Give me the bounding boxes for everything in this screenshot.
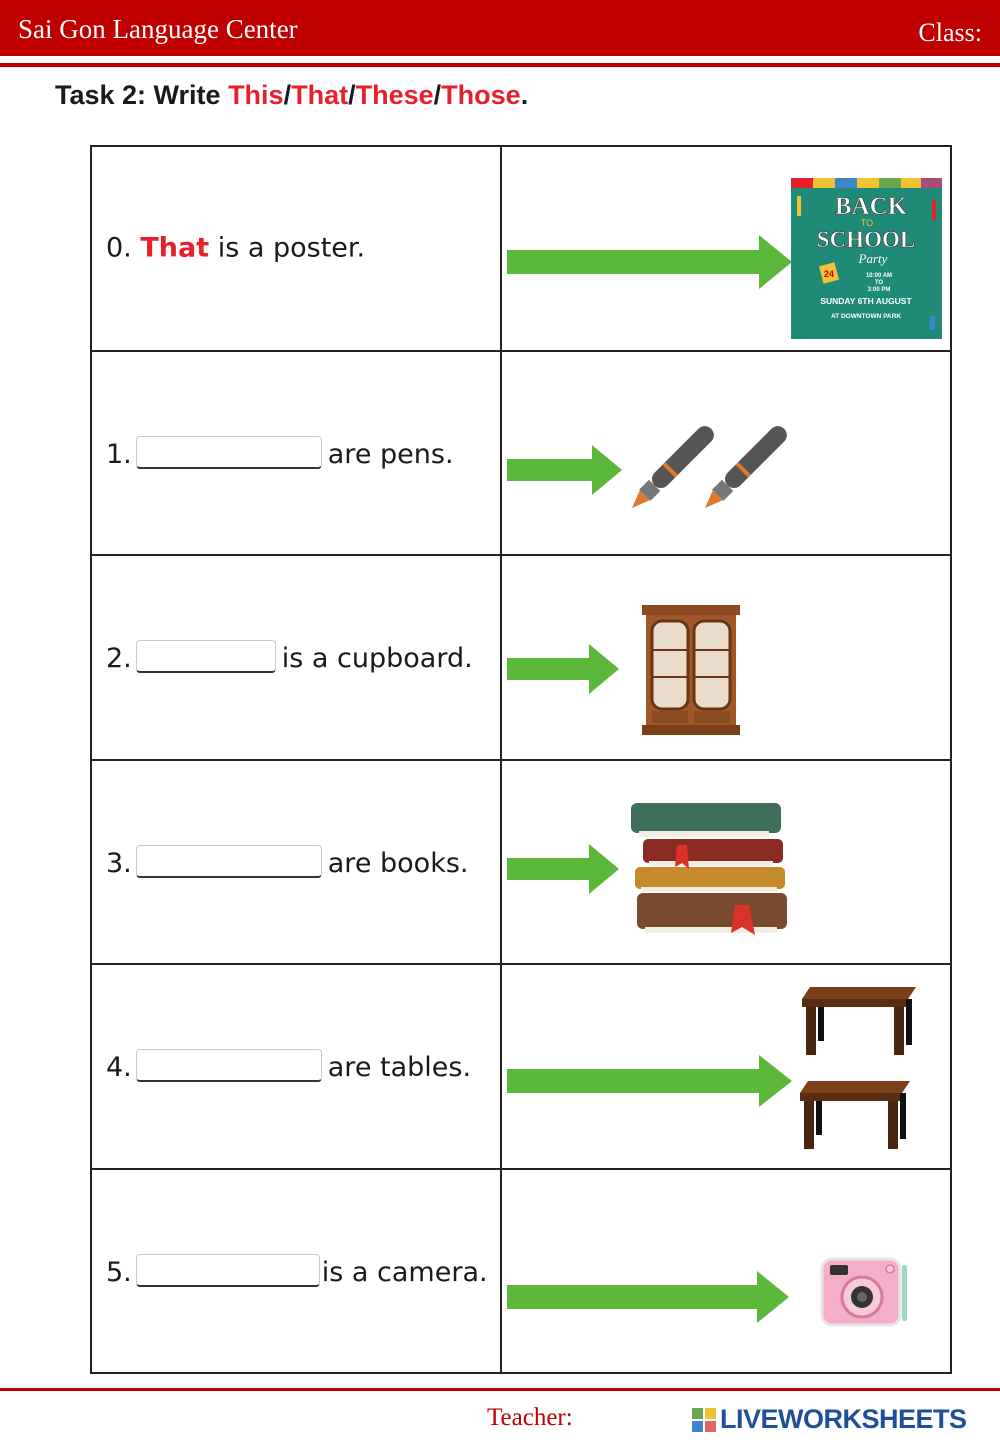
poster-back: BACK: [834, 193, 908, 220]
poster-time-to: TO: [874, 280, 884, 286]
poster-to: TO: [860, 218, 874, 228]
answer-field-1[interactable]: [136, 436, 322, 469]
table-row: [91, 760, 951, 965]
poster-school: SCHOOL: [816, 227, 916, 252]
word-these: These: [355, 80, 434, 110]
poster-time-start: 10:00 AM: [865, 273, 893, 279]
poster-art: [791, 178, 942, 339]
sentence-4: [106, 1049, 471, 1083]
back-to-school-poster-picture: [791, 178, 942, 339]
sentence-cell: [91, 964, 501, 1169]
header-divider: [0, 63, 1000, 67]
sentence-0: [106, 233, 365, 264]
poster-date: SUNDAY 6TH AUGUST: [820, 296, 912, 306]
task-period: .: [520, 80, 529, 110]
teacher-label: Teacher:: [487, 1404, 573, 1431]
table-row: [91, 555, 951, 760]
sentence-rest: are pens.: [327, 438, 454, 470]
word-those: Those: [441, 80, 521, 110]
arrow-right-icon: [507, 1055, 792, 1107]
item-number: 2.: [106, 643, 132, 675]
slash: /: [283, 80, 292, 110]
sentence-cell: [91, 760, 501, 965]
two-fountain-pens-picture: [622, 418, 797, 518]
poster-badge: 24: [823, 269, 835, 279]
word-that: That: [291, 80, 349, 110]
poster-place: AT DOWNTOWN PARK: [830, 313, 902, 320]
arrow-right-icon: [507, 445, 622, 495]
slash: /: [433, 80, 442, 110]
table-row: [91, 964, 951, 1169]
arrow-right-icon: [507, 644, 619, 694]
sentence-rest: are books.: [327, 847, 469, 879]
picture-cell: [501, 1169, 951, 1374]
pink-instant-camera-picture: [820, 1255, 910, 1329]
stack-of-books-picture: [627, 797, 792, 942]
arrow-right-icon: [507, 844, 619, 894]
sentence-3: [106, 845, 468, 879]
footer-divider: [0, 1388, 1000, 1391]
sentence-cell: [91, 146, 501, 351]
class-label: Class:: [918, 18, 982, 47]
task-title: [55, 80, 528, 111]
poster-time-end: 3:00 PM: [867, 287, 891, 293]
exercise-table: [90, 145, 952, 1374]
item-number: 0.: [106, 232, 132, 264]
item-number: 4.: [106, 1052, 132, 1084]
table-row: [91, 351, 951, 556]
liveworksheets-logo-icon: [692, 1408, 716, 1432]
picture-cell: [501, 760, 951, 965]
picture-cell: [501, 351, 951, 556]
page-header: [0, 0, 1000, 56]
answer-field-5[interactable]: [136, 1254, 320, 1287]
center-name: Sai Gon Language Center: [18, 14, 298, 44]
slash: /: [348, 80, 356, 110]
sentence-2: [106, 640, 473, 674]
task-prefix: Task 2: Write: [55, 80, 229, 110]
picture-cell: [501, 964, 951, 1169]
sentence-1: [106, 436, 454, 470]
table-row: [91, 146, 951, 351]
sentence-cell: [91, 351, 501, 556]
answer-field-3[interactable]: [136, 845, 322, 878]
item-number: 5.: [106, 1256, 132, 1288]
sentence-5: [106, 1254, 488, 1288]
item-number: 1.: [106, 438, 132, 470]
picture-cell: [501, 555, 951, 760]
two-tables-picture: [798, 987, 918, 1155]
sentence-rest: are tables.: [327, 1052, 472, 1084]
sentence-rest: is a poster.: [209, 232, 366, 264]
word-this: This: [228, 80, 284, 110]
poster-party: Party: [858, 251, 888, 266]
sentence-cell: [91, 1169, 501, 1374]
wooden-cupboard-picture: [640, 605, 742, 738]
arrow-right-icon: [507, 235, 792, 289]
sentence-rest: is a camera.: [321, 1256, 488, 1288]
sentence-cell: [91, 555, 501, 760]
table-row: [91, 1169, 951, 1374]
item-number: 3.: [106, 847, 132, 879]
sentence-rest: is a cupboard.: [281, 643, 473, 675]
picture-cell: [501, 146, 951, 351]
arrow-right-icon: [507, 1271, 789, 1323]
liveworksheets-logo[interactable]: [692, 1404, 967, 1435]
answer-field-4[interactable]: [136, 1049, 322, 1082]
example-answer: That: [140, 232, 210, 264]
answer-field-2[interactable]: [136, 640, 276, 673]
logo-text: LIVEWORKSHEETS: [720, 1404, 967, 1434]
